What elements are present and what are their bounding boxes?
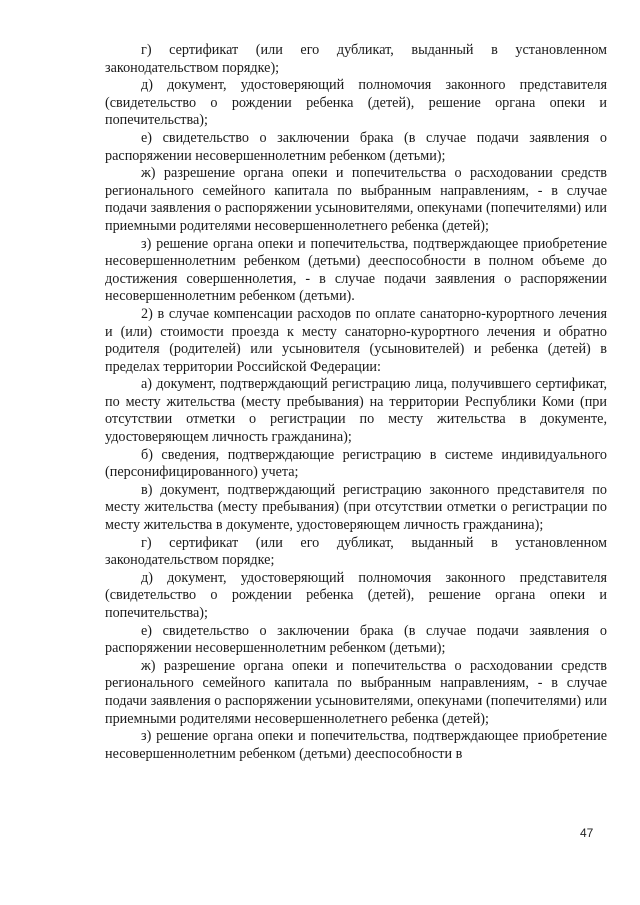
paragraph-e-marriage-certificate: е) свидетельство о заключении брака (в случае подачи заявления о распоряжении несовершеннолетним ребенком (детьми);: [105, 129, 607, 164]
paragraph-g-certificate-2: г) сертификат (или его дубликат, выданный в установленном законодательством порядке;: [105, 534, 607, 569]
document-body: [105, 42, 607, 763]
paragraph-v-representative-registration: в) документ, подтверждающий регистрацию законного представителя по месту жительства (месту пребывания) (при отсутствии отметки о регистрации по месту жительства в документе, удостоверяющем личность гражданина);: [105, 481, 607, 534]
paragraph-z-capacity-decision-2: з) решение органа опеки и попечительства, подтверждающее приобретение несовершеннолетним ребенком (детьми) дееспособности в: [105, 728, 607, 762]
paragraph-zh-guardianship-permission-2: ж) разрешение органа опеки и попечительства о расходовании средств регионального семейного капитала по выбранным направлениям, - в случае подачи заявления о распоряжении усыновителями, опекунами (попечителями) или приемными родителями несовершеннолетнего ребенка (детей);: [105, 657, 607, 727]
paragraph-e-marriage-certificate-2: е) свидетельство о заключении брака (в случае подачи заявления о распоряжении несовершеннолетним ребенком (детьми);: [105, 622, 607, 657]
paragraph-zh-guardianship-permission: ж) разрешение органа опеки и попечительства о расходовании средств регионального семейного капитала по выбранным направлениям, - в случае подачи заявления о распоряжении усыновителями, опекунами (попечителями) или приемными родителями несовершеннолетнего ребенка (детей);: [105, 165, 607, 234]
page-number: 47: [580, 826, 594, 840]
paragraph-2-sanatorium-compensation: 2) в случае компенсации расходов по оплате санаторно-курортного лечения и (или) стоимости проезда к месту санаторно-курортного лечения и обратно родителя (родителей) или усыновителя (усыновителей) и ребенка (детей) в пределах территории Российской Федерации:: [105, 305, 607, 375]
paragraph-d-representative-document: д) документ, удостоверяющий полномочия законного представителя (свидетельство о рождении ребенка (детей), решение органа опеки и попечительства);: [105, 77, 607, 129]
paragraph-b-personal-accounting: б) сведения, подтверждающие регистрацию в системе индивидуального (персонифицированного) учета;: [105, 446, 607, 481]
paragraph-z-capacity-decision: з) решение органа опеки и попечительства, подтверждающее приобретение несовершеннолетним ребенком (детьми) дееспособности в полном объеме до достижения совершеннолетия, - в случае подачи заявления о распоряжении несовершеннолетним ребенком (детьми).: [105, 235, 607, 305]
paragraph-d-representative-document-2: д) документ, удостоверяющий полномочия законного представителя (свидетельство о рождении ребенка (детей), решение органа опеки и попечительства);: [105, 569, 607, 621]
paragraph-g-certificate: г) сертификат (или его дубликат, выданный в установленном законодательством порядке);: [105, 42, 607, 76]
paragraph-a-registration-document: а) документ, подтверждающий регистрацию лица, получившего сертификат, по месту жительства (месту пребывания) на территории Республики Коми (при отсутствии отметки о регистрации по месту жительства в документе, удостоверяющем личность гражданина);: [105, 376, 607, 446]
